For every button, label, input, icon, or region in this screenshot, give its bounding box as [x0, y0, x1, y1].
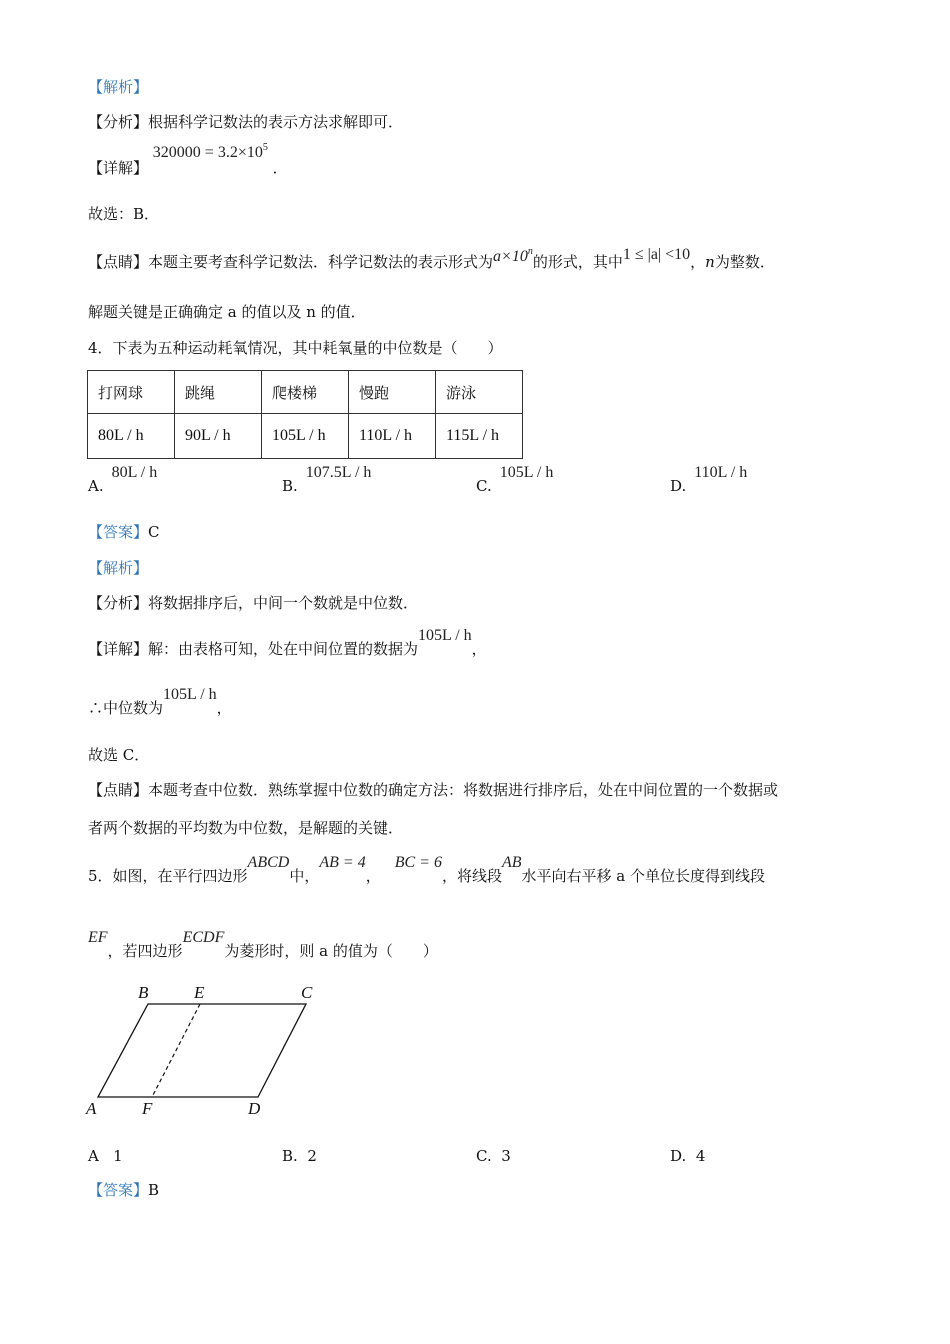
table-row [88, 414, 523, 459]
table-header-cell: 打网球 [88, 371, 175, 414]
table-cell: 115L / h [436, 414, 523, 459]
label-d: D [248, 1099, 261, 1118]
table-header-cell: 跳绳 [175, 371, 262, 414]
table-header-cell: 爬楼梯 [262, 371, 349, 414]
analysis-tag: 【分析】 [88, 113, 149, 131]
table-header-row [88, 371, 523, 414]
q5-option-b: B. 2 [282, 1147, 317, 1165]
table-cell: 105L / h [262, 414, 349, 459]
detail-tag: 【详解】 [88, 159, 149, 177]
sci-form-formula: $a\times 10^n$ [493, 246, 533, 265]
comment-line-2: 解题关键是正确确定 a 的值以及 n 的值． [88, 303, 366, 321]
comment-text-4: 为整数． [714, 253, 775, 271]
q5-option-a: A 1 [88, 1147, 123, 1165]
label-e: E [194, 983, 205, 1002]
comment-tag: 【点睛】 [88, 253, 149, 271]
parallelogram-figure [80, 980, 340, 1120]
table-header-cell: 游泳 [436, 371, 523, 414]
q5-answer: 【答案】B [88, 1181, 160, 1199]
q4-option-b: B.107.5L / h [282, 464, 372, 495]
q4-option-d: D.110L / h [670, 464, 748, 495]
q4-option-c: C.105L / h [476, 464, 554, 495]
q4-median-formula: 105L / h [163, 686, 217, 703]
range-formula: 1 ≤ |a| <10 [622, 246, 691, 263]
q4-comment-line-1: 【点睛】本题考查中位数．熟练掌握中位数的确定方法：将数据进行排序后，处在中间位置的一个数据或 [88, 781, 779, 799]
oxygen-table [87, 370, 523, 459]
analysis-text: 根据科学记数法的表示方法求解即可． [148, 113, 404, 131]
label-a: A [86, 1099, 97, 1118]
comment-n: n [705, 253, 715, 271]
q4-stem: 4．下表为五种运动耗氧情况，其中耗氧量的中位数是（ ） [88, 339, 503, 357]
q5-stem-line-1: 5．如图，在平行四边形ABCD中，AB = 4，BC = 6，将线段AB水平向右平移 a 个单位长度得到线段 [88, 854, 765, 885]
q5-option-d: D. 4 [670, 1147, 706, 1165]
q5-option-c: C. 3 [476, 1147, 511, 1165]
detail-end: ． [272, 159, 288, 177]
comment-text-1: 本题主要考查科学记数法．科学记数法的表示形式为 [148, 253, 494, 271]
segment-ef [152, 1004, 200, 1097]
q4-detail-line: 【详解】解：由表格可知，处在中间位置的数据为105L / h， [88, 627, 487, 658]
label-c: C [301, 983, 313, 1002]
q4-answer: 【答案】C [88, 523, 160, 541]
analysis-heading: 【解析】 [88, 78, 149, 96]
label-b: B [138, 983, 149, 1002]
sci-notation-formula: $320000 = 3.2\times 10^5$ [152, 142, 268, 161]
label-f: F [142, 1099, 153, 1118]
q4-therefore-line: ∴中位数为105L / h， [88, 686, 232, 717]
q4-analysis-heading: 【解析】 [88, 559, 149, 577]
q4-detail-formula: 105L / h [418, 627, 472, 644]
q4-option-a: A.80L / h [88, 464, 158, 495]
table-cell: 80L / h [88, 414, 175, 459]
comment-line-1 [88, 246, 775, 275]
comment-text-2: 的形式，其中 [532, 253, 623, 271]
parallelogram-abcd [98, 1004, 306, 1097]
table-header-cell: 慢跑 [349, 371, 436, 414]
q4-analysis-line: 【分析】将数据排序后，中间一个数就是中位数． [88, 594, 419, 612]
choice-line: 故选：B． [88, 205, 160, 223]
q4-comment-line-2: 者两个数据的平均数为中位数，是解题的关键． [88, 819, 404, 837]
detail-line [88, 142, 288, 181]
table-cell: 110L / h [349, 414, 436, 459]
q5-stem-line-2: EF，若四边形ECDF为菱形时，则 a 的值为（ ） [88, 929, 438, 960]
q4-choice-line: 故选 C． [88, 746, 150, 764]
comment-text-3: ， [690, 253, 706, 271]
table-cell: 90L / h [175, 414, 262, 459]
analysis-line [88, 112, 403, 132]
